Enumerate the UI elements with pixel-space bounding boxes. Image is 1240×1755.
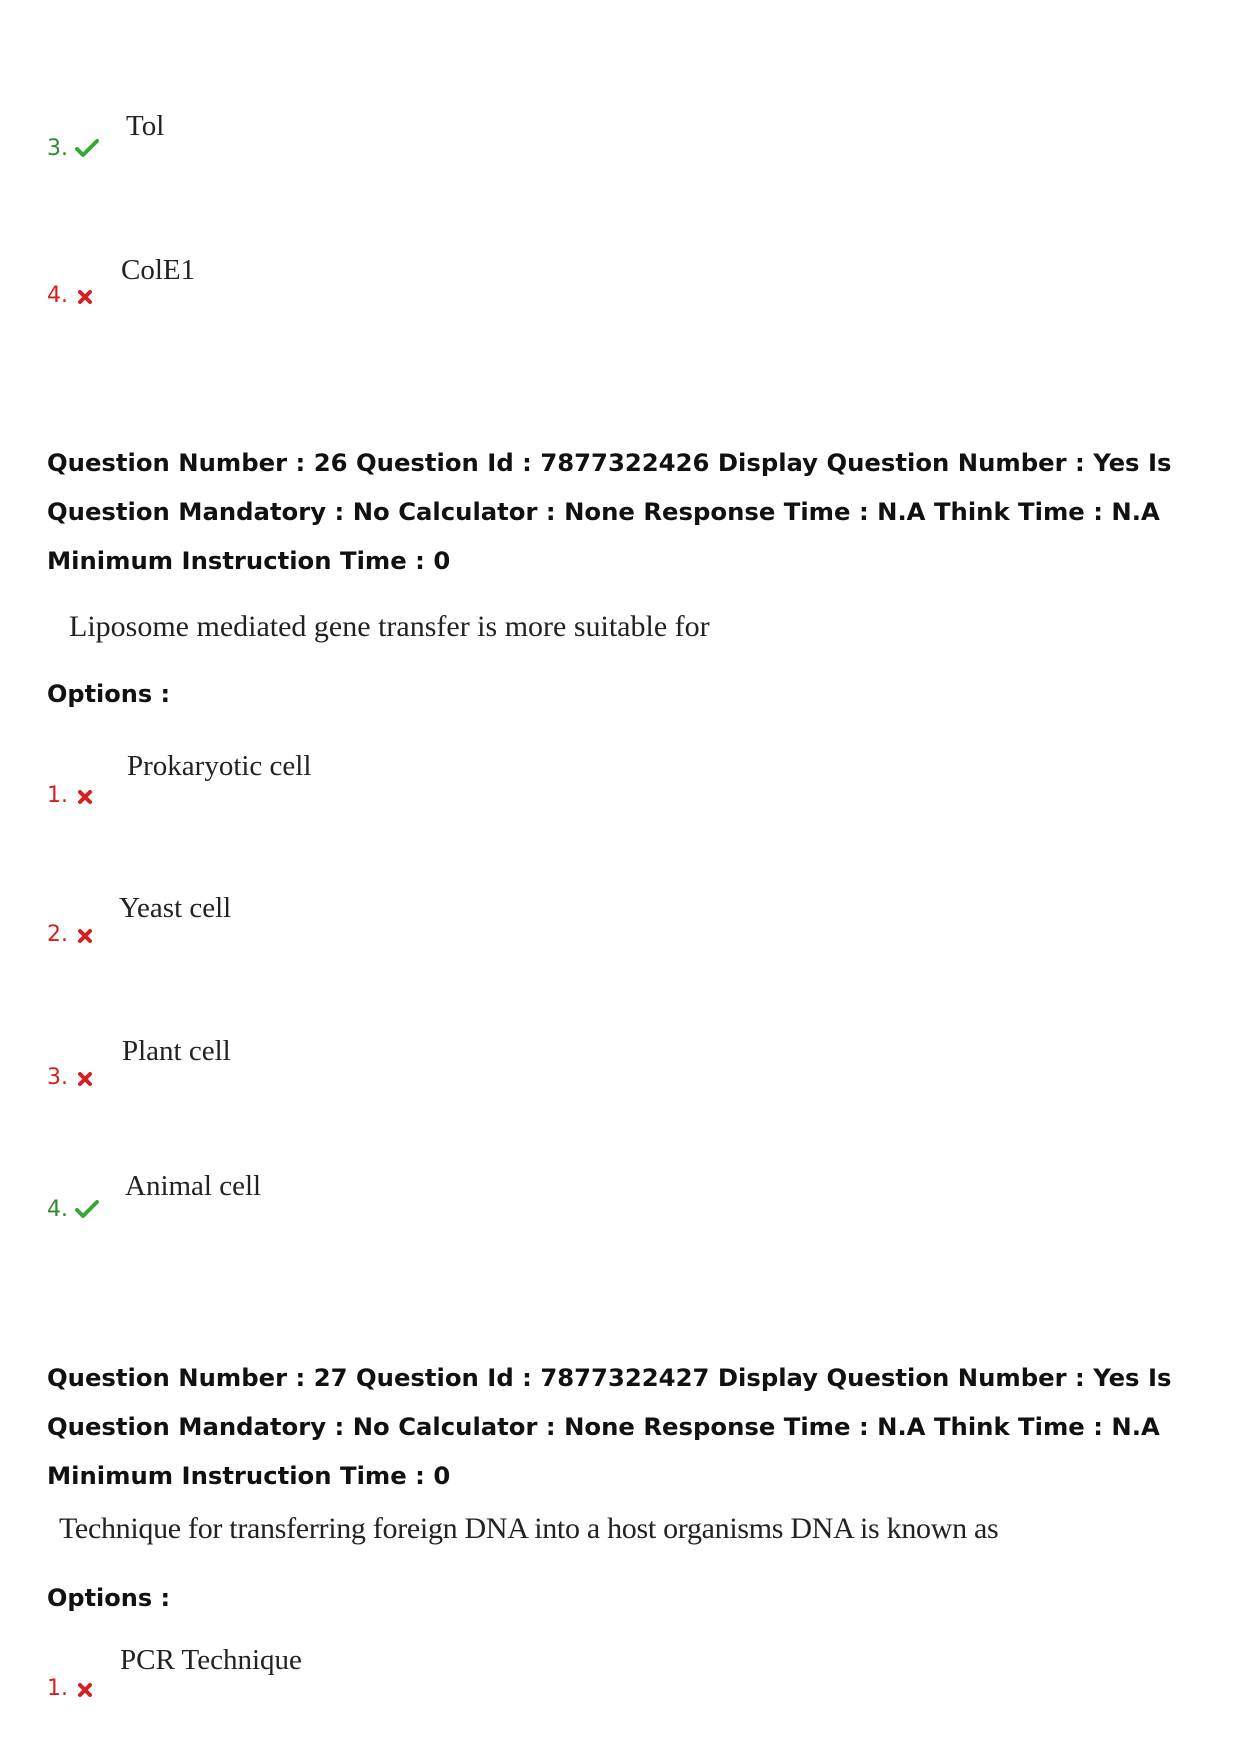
cross-icon bbox=[77, 1071, 93, 1087]
cross-icon bbox=[77, 1682, 93, 1698]
option-number: 1. bbox=[47, 1676, 68, 1701]
option-number: 3. bbox=[47, 136, 68, 161]
question-meta: Question Number : 27 Question Id : 7877322427 Display Question Number : Yes Is Question Mandatory : No Calculator : None Response Time : N.A Think Time : N.A Minimum Instruction Time : 0 bbox=[47, 1363, 1172, 1490]
cross-icon bbox=[77, 789, 93, 805]
option-text: Yeast cell bbox=[119, 892, 232, 924]
cross-icon bbox=[77, 928, 93, 944]
option-number: 2. bbox=[47, 922, 68, 947]
option-number: 1. bbox=[47, 783, 68, 808]
check-icon bbox=[75, 1199, 99, 1219]
option-text: Prokaryotic cell bbox=[127, 750, 312, 782]
option-text: Animal cell bbox=[125, 1170, 262, 1202]
cross-icon bbox=[77, 289, 93, 305]
question-text: Liposome mediated gene transfer is more suitable for bbox=[69, 610, 710, 643]
question-text: Technique for transferring foreign DNA into a host organisms DNA is known as bbox=[59, 1512, 999, 1545]
option-text: ColE1 bbox=[121, 254, 196, 286]
options-label: Options : bbox=[47, 1584, 171, 1612]
option-text: Plant cell bbox=[122, 1035, 231, 1067]
option-text: PCR Technique bbox=[120, 1644, 302, 1676]
check-icon bbox=[75, 138, 99, 158]
option-text: Tol bbox=[126, 110, 165, 142]
option-number: 3. bbox=[47, 1065, 68, 1090]
options-label: Options : bbox=[47, 680, 171, 708]
option-number: 4. bbox=[47, 283, 68, 308]
option-number: 4. bbox=[47, 1197, 68, 1222]
question-meta: Question Number : 26 Question Id : 7877322426 Display Question Number : Yes Is Question Mandatory : No Calculator : None Response Time : N.A Think Time : N.A Minimum Instruction Time : 0 bbox=[47, 448, 1172, 575]
